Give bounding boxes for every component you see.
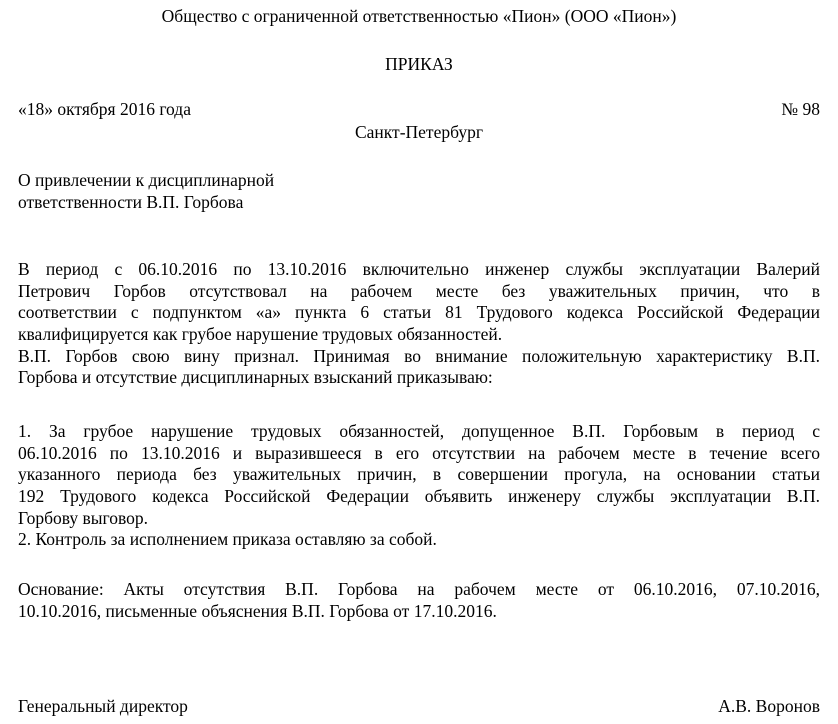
subject-line: ответственности В.П. Горбова xyxy=(18,192,244,212)
text-line: 192 Трудового кодекса Российской Федерации объявить инженеру службы эксплуатации В.П. xyxy=(18,486,820,507)
text-line: В период с 06.10.2016 по 13.10.2016 включительно инженер службы эксплуатации Валерий xyxy=(18,259,820,279)
text-line: Горбова и отсутствие дисциплинарных взысканий приказываю: xyxy=(18,367,493,388)
text-line: 1. За грубое нарушение трудовых обязанностей, допущенное В.П. Горбовым в период с xyxy=(18,421,820,441)
document-type: ПРИКАЗ xyxy=(385,54,453,74)
preamble-paragraph xyxy=(18,259,820,389)
text-line: указанного периода без уважительных причин, в совершении прогула, на основании статьи xyxy=(18,464,820,485)
text-line: Основание: Акты отсутствия В.П. Горбова на рабочем месте от 06.10.2016, 07.10.2016, xyxy=(18,579,820,599)
text-line: 10.10.2016, письменные объяснения В.П. Горбова от 17.10.2016. xyxy=(18,600,497,621)
text-line: 06.10.2016 по 13.10.2016 и выразившееся в его отсутствии на рабочем месте в течение всего xyxy=(18,442,820,463)
orders-paragraph xyxy=(18,421,820,551)
order-date: «18» октября 2016 года xyxy=(18,99,191,119)
subject-line: О привлечении к дисциплинарной xyxy=(18,170,275,190)
text-line: Горбову выговор. xyxy=(18,507,149,528)
text-line: соответствии с подпунктом «а» пункта 6 статьи 81 Трудового кодекса Российской Федерации xyxy=(18,302,820,323)
signature-name: А.В. Воронов xyxy=(718,696,820,716)
order-city: Санкт-Петербург xyxy=(354,122,484,142)
text-line: Петрович Горбов отсутствовал на рабочем месте без уважительных причин, что в xyxy=(18,280,820,301)
text-line: В.П. Горбов свою вину признал. Принимая во внимание положительную характеристику В.П. xyxy=(18,345,820,366)
signature-position: Генеральный директор xyxy=(18,696,188,716)
order-number: № 98 xyxy=(781,99,820,119)
basis-paragraph xyxy=(18,579,820,622)
organization-title: Общество с ограниченной ответственностью «Пион» (ООО «Пион») xyxy=(161,6,677,26)
text-line: квалифицируется как грубое нарушение трудовых обязанностей. xyxy=(18,324,503,345)
text-line: 2. Контроль за исполнением приказа оставляю за собой. xyxy=(18,529,437,550)
